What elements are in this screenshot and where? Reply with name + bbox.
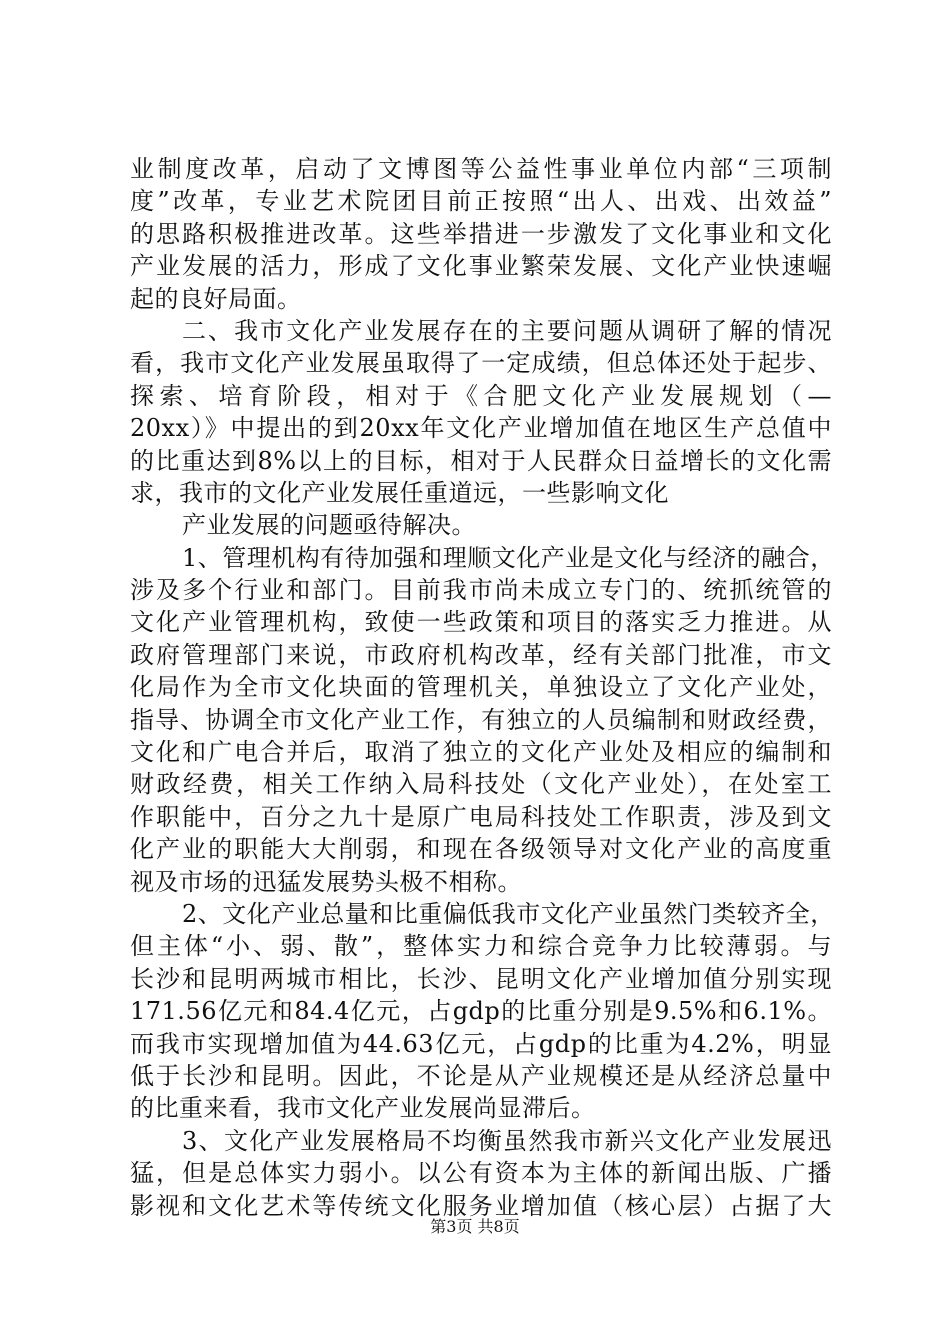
text-line: 文化和广电合并后，取消了独立的文化产业处及相应的编制和 (130, 738, 832, 767)
text-line: 化产业的职能大大削弱，和现在各级领导对文化产业的高度重 (130, 835, 832, 864)
text-line: 影视和文化艺术等传统文化服务业增加值（核心层）占据了大 (130, 1191, 832, 1220)
text-line: 文化产业管理机构，致使一些政策和项目的落实乏力推进。从 (130, 608, 832, 637)
page-footer (0, 1217, 950, 1237)
text-line: 业制度改革，启动了文博图等公益性事业单位内部“三项制 (130, 155, 832, 183)
text-line: 化局作为全市文化块面的管理机关，单独设立了文化产业处， (130, 673, 832, 702)
text-line: 猛，但是总体实力弱小。以公有资本为主体的新闻出版、广播 (130, 1159, 832, 1188)
text-line: 度”改革，专业艺术院团目前正按照“出人、出戏、出效益” (130, 187, 832, 216)
text-line: 探索、培育阶段，相对于《合肥文化产业发展规划（— (130, 381, 832, 410)
text-line: 2、文化产业总量和比重偏低我市文化产业虽然门类较齐全， (182, 899, 835, 928)
text-line: 的比重达到8%以上的目标，相对于人民群众日益增长的文化需 (130, 446, 832, 475)
text-line: 171.56亿元和84.4亿元，占gdp的比重分别是9.5%和6.1%。 (130, 997, 832, 1026)
text-line: 涉及多个行业和部门。目前我市尚未成立专门的、统抓统管的 (130, 576, 832, 605)
text-line: 的比重来看，我市文化产业发展尚显滞后。 (130, 1094, 596, 1123)
text-line: 的思路积极推进改革。这些举措进一步激发了文化事业和文化 (130, 219, 832, 248)
text-line: 3、文化产业发展格局不均衡虽然我市新兴文化产业发展迅 (182, 1126, 832, 1155)
body-text (130, 153, 835, 1222)
text-line: 低于长沙和昆明。因此，不论是从产业规模还是从经济总量中 (130, 1061, 832, 1090)
text-line: 指导、协调全市文化产业工作，有独立的人员编制和财政经费， (130, 705, 832, 734)
text-line: 1、管理机构有待加强和理顺文化产业是文化与经济的融合， (182, 543, 835, 572)
text-line: 财政经费，相关工作纳入局科技处（文化产业处），在处室工 (130, 770, 832, 799)
text-line: 产业发展的问题亟待解决。 (182, 511, 476, 540)
text-line: 但主体“小、弱、散”，整体实力和综合竞争力比较薄弱。与 (130, 932, 832, 961)
text-line: 政府管理部门来说，市政府机构改革，经有关部门批准，市文 (130, 640, 832, 669)
text-line: 求，我市的文化产业发展任重道远，一些影响文化 (130, 478, 669, 507)
text-line: 看，我市文化产业发展虽取得了一定成绩，但总体还处于起步、 (130, 349, 832, 378)
page-number-label: 第3页 共8页 (430, 1217, 520, 1236)
text-line: 20xx）》中提出的到20xx年文化产业增加值在地区生产总值中 (130, 414, 832, 443)
text-line: 而我市实现增加值为44.63亿元，占gdp的比重为4.2%，明显 (130, 1029, 832, 1058)
text-line: 二、我市文化产业发展存在的主要问题从调研了解的情况 (182, 316, 832, 345)
text-line: 视及市场的迅猛发展势头极不相称。 (130, 867, 522, 896)
text-line: 产业发展的活力，形成了文化事业繁荣发展、文化产业快速崛 (130, 252, 832, 281)
text-line: 作职能中，百分之九十是原广电局科技处工作职责，涉及到文 (130, 802, 832, 831)
text-line: 起的良好局面。 (130, 284, 302, 313)
text-line: 长沙和昆明两城市相比，长沙、昆明文化产业增加值分别实现 (130, 964, 832, 993)
